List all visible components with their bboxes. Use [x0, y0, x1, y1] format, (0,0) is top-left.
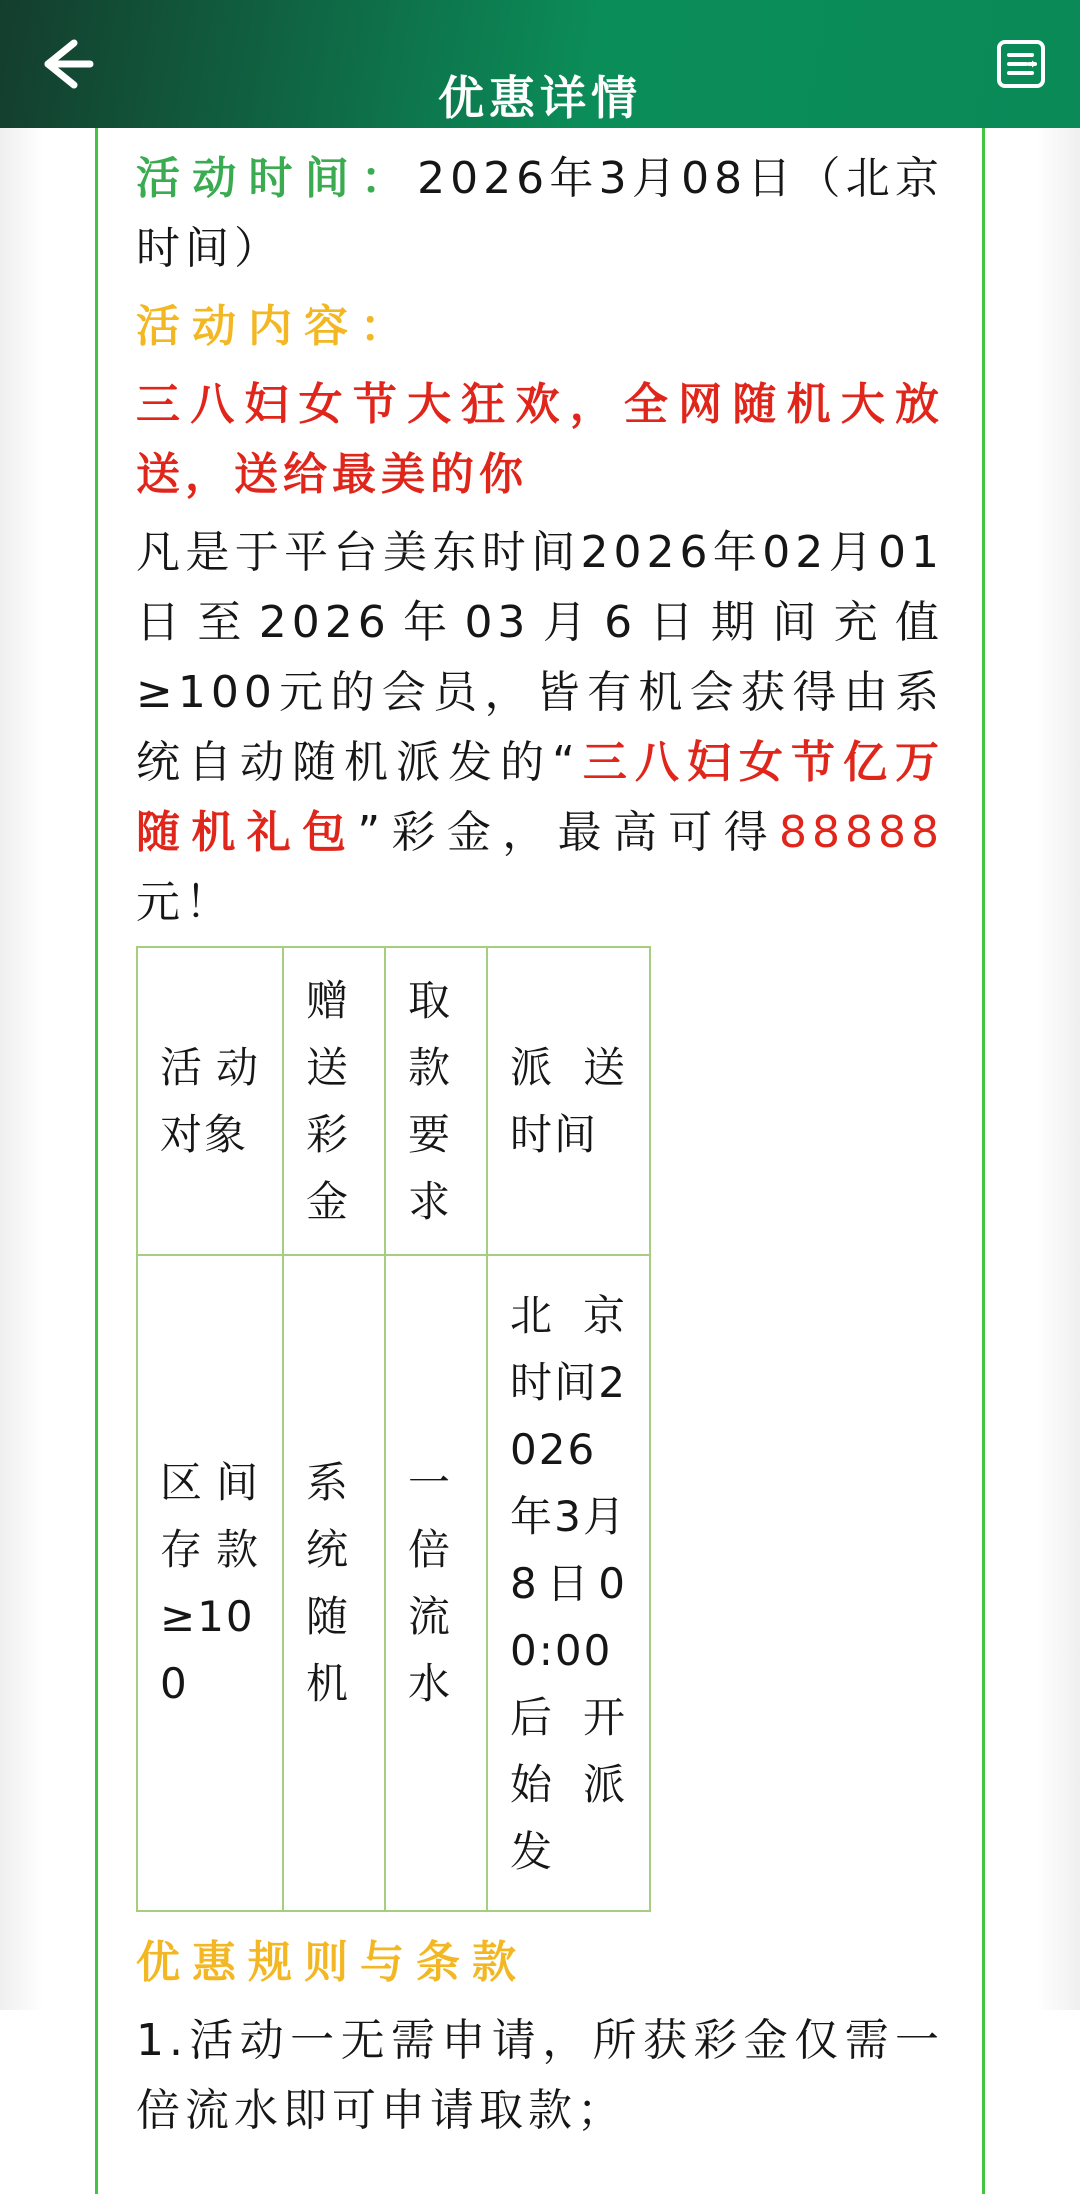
table-header-delivery-time: 派送时间: [487, 947, 650, 1255]
promo-table: [136, 946, 651, 1912]
arrow-left-icon: [34, 31, 100, 97]
app-header: [0, 0, 1080, 128]
menu-button[interactable]: [996, 39, 1046, 89]
description-text-3: 元！: [136, 877, 234, 928]
promo-slogan: 三八妇女节大狂欢，全网随机大放送，送给最美的你: [136, 379, 944, 500]
page-title: 优惠详情: [438, 70, 642, 125]
table-header-bonus: 赠送彩金: [283, 947, 385, 1255]
activity-time-value: 2026年3月08日（北京时间）: [136, 153, 944, 274]
back-button[interactable]: [34, 31, 100, 97]
table-cell-delivery-time: 北京时间2026年3月8日00:00后开始派发: [487, 1255, 650, 1911]
page-edge-right: [1037, 128, 1080, 2010]
page-edge-left: [0, 128, 43, 2010]
description-amount: 88888: [779, 807, 944, 858]
table-row: [137, 1255, 650, 1911]
rules-title: 优惠规则与条款: [136, 1937, 528, 1988]
activity-content-label: 活动内容：: [136, 301, 416, 352]
table-cell-bonus: 系统随机: [283, 1255, 385, 1911]
description-text-2: ”彩金，最高可得: [357, 807, 780, 858]
table-header-withdrawal: 取款要求: [385, 947, 487, 1255]
promo-description: [136, 518, 944, 938]
table-cell-target: 区间存款≥100: [137, 1255, 283, 1911]
description-highlight: 三八妇女节亿万随机礼包: [136, 737, 945, 858]
promo-detail-card: [95, 128, 985, 2194]
activity-time-row: [136, 144, 944, 284]
list-menu-icon: [996, 39, 1046, 89]
table-cell-withdrawal: 一倍流水: [385, 1255, 487, 1911]
activity-time-label: 活动时间：: [136, 153, 418, 204]
description-text-1: 凡是于平台美东时间2026年02月01日至2026年03月6日期间充值≥100元的会员，皆有机会获得由系统自动随机派发的“: [136, 527, 944, 788]
table-header-row: [137, 947, 650, 1255]
rule-item-1: 1.活动一无需申请，所获彩金仅需一倍流水即可申请取款；: [136, 2015, 944, 2136]
table-header-target: 活动对象: [137, 947, 283, 1255]
